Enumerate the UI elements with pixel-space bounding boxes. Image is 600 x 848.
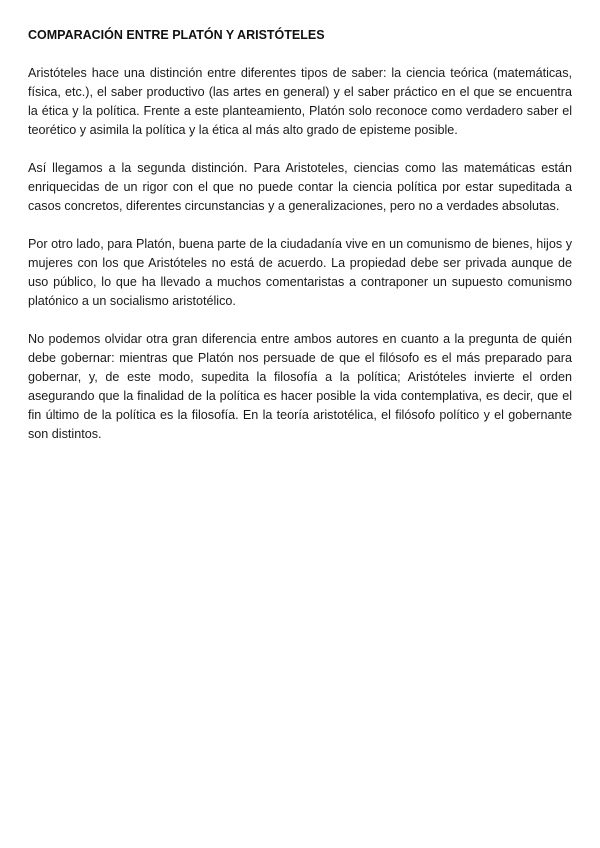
paragraph-segunda-distincion: Así llegamos a la segunda distinción. Para Aristoteles, ciencias como las matemáticas están enriquecidas de un rigor con el que no puede contar la ciencia política por estar supeditada a casos concretos, diferentes circunstancias y a generalizaciones, pero no a verdades absolutas.: [28, 161, 572, 213]
paragraph-tipos-de-saber: Aristóteles hace una distinción entre diferentes tipos de saber: la ciencia teórica (matemáticas, física, etc.), el saber productivo (las artes en general) y el saber práctico en el que se encuentra la ética y la política. Frente a este planteamiento, Platón solo reconoce como verdadero saber el teorético y asimila la política y la ética al más alto grado de episteme posible.: [28, 66, 572, 137]
paragraph-comunismo-de-bienes: Por otro lado, para Platón, buena parte de la ciudadanía vive en un comunismo de bienes, hijos y mujeres con los que Aristóteles no está de acuerdo. La propiedad debe ser privada aunque de uso público, lo que ha llevado a muchos comentaristas a contraponer un supuesto comunismo platónico a un socialismo aristotélico.: [28, 237, 572, 308]
paragraph-quien-debe-gobernar: No podemos olvidar otra gran diferencia entre ambos autores en cuanto a la pregunta de quién debe gobernar: mientras que Platón nos persuade de que el filósofo es el más preparado para gobernar, y, de este modo, supedita la filosofía a la política; Aristóteles invierte el orden asegurando que la finalidad de la política es hacer posible la vida contemplativa, es decir, que el fin último de la política es la filosofía. En la teoría aristotélica, el filósofo político y el gobernante son distintos.: [28, 332, 572, 441]
document-page: [28, 28, 572, 463]
document-title: COMPARACIÓN ENTRE PLATÓN Y ARISTÓTELES: [28, 28, 325, 42]
